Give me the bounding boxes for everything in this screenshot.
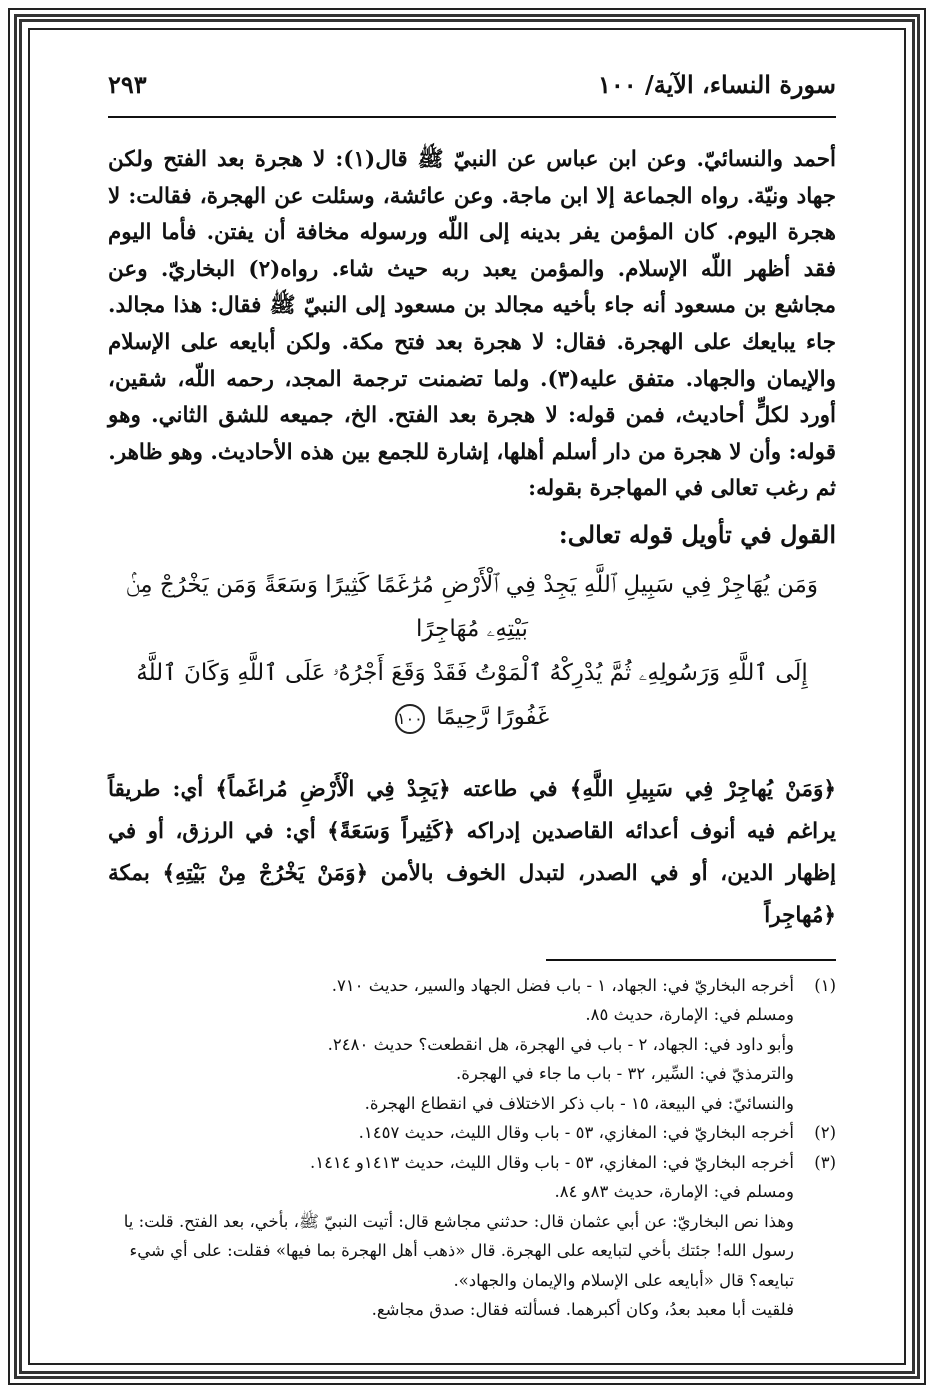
footnote-line: وهذا نص البخاريّ: عن أبي عثمان قال: حدثني مجاشع قال: أتيت النبيّ ﷺ، بأخي، بعد الفتح. قلت: يا رسول الله! جئتك بأخي لتبايعه على الهجرة. قال «ذهب أهل الهجرة بما فيها» فقلت: على أي شيء تبايعه؟ قال «أبايعه على الإسلام والإيمان والجهاد». xyxy=(123,1211,794,1290)
verse-line: وَمَن يُهَاجِرْ فِي سَبِيلِ ٱللَّهِ يَجِدْ فِي ٱلْأَرْضِ مُرَٰغَمًا كَثِيرًا وَسَعَةً وَمَن يَخْرُجْ مِنۢ بَيْتِهِۦ مُهَاجِرًا xyxy=(126,571,818,642)
footnote-number: (٢) xyxy=(814,1123,836,1143)
footnote-line: ومسلم في: الإمارة، حديث ٨٥. xyxy=(585,1005,794,1025)
verse-line-2 xyxy=(126,651,818,739)
footnote xyxy=(108,1118,836,1148)
commentary-text: بمكة xyxy=(108,860,163,886)
section-heading: القول في تأويل قوله تعالى: xyxy=(558,519,836,549)
footnotes xyxy=(108,971,836,1325)
page-number: ٢٩٣ xyxy=(108,70,147,99)
quoted-verse: ﴿مُهاجِراً xyxy=(764,902,836,928)
footnote-line: أخرجه البخاريّ في: الجهاد، ١ - باب فضل الجهاد والسير، حديث ٧١٠. xyxy=(331,975,794,995)
body-paragraph: ثم رغب تعالى في المهاجرة بقوله: xyxy=(528,476,836,502)
footnote-number: (١) xyxy=(814,975,836,995)
footnote xyxy=(108,1148,836,1325)
header-title: سورة النساء، الآية/ ١٠٠ xyxy=(597,70,836,99)
footnote-line: والترمذيّ في: السِّير، ٣٢ - باب ما جاء في الهجرة. xyxy=(455,1064,794,1084)
footnote-number: (٣) xyxy=(814,1152,836,1172)
footnote-line: وأبو داود في: الجهاد، ٢ - باب في الهجرة، هل انقطعت؟ حديث ٢٤٨٠. xyxy=(327,1034,794,1054)
footnote-line: والنسائيّ: في البيعة، ١٥ - باب ذكر الاختلاف في انقطاع الهجرة. xyxy=(364,1093,794,1113)
running-header xyxy=(108,64,836,118)
footnote-line: أخرجه البخاريّ في: المغازي، ٥٣ - باب وقال الليث، حديث ١٤١٣و ١٤١٤. xyxy=(309,1152,794,1172)
book-page xyxy=(108,64,836,1325)
footnote-line: فلقيت أبا معبد بعدُ، وكان أكبرهما. فسألته فقال: صدق مجاشع. xyxy=(371,1300,794,1320)
quoted-verse: ﴿وَمَنْ يُهاجِرْ فِي سَبِيلِ اللَّهِ﴾ xyxy=(569,776,837,802)
footnote-line: ومسلم في: الإمارة، حديث ٨٣و ٨٤. xyxy=(554,1182,794,1202)
footnote xyxy=(108,971,836,1119)
body-paragraph: أحمد والنسائيّ. وعن ابن عباس عن النبيّ ﷺ قال(١): لا هجرة بعد الفتح ولكن جهاد ونيّة. رواه الجماعة إلا ابن ماجة. وعن عائشة، وسئلت عن الهجرة، فقالت: لا هجرة اليوم. كان المؤمن يفر بدينه إلى اللّه ورسوله مخافة أن يفتن. فأما اليوم فقد أظهر اللّه الإسلام. والمؤمن يعبد ربه حيث شاء. رواه(٢) البخاريّ. وعن مجاشع بن مسعود أنه جاء بأخيه مجالد بن مسعود إلى النبيّ ﷺ فقال: هذا مجالد. جاء يبايعك على الهجرة. فقال: لا هجرة بعد فتح مكة. ولكن أبايعه على الإسلام والإيمان والجهاد. متفق عليه(٣). ولما تضمنت ترجمة المجد، رحمه اللّه، شقين، أورد لكلٍّ أحاديث، فمن قوله: لا هجرة بعد الفتح. الخ، جميعه للشق الثاني. وهو قوله: وأن لا هجرة من دار أسلم أهلها، إشارة للجمع بين هذه الأحاديث. وهو ظاهر. xyxy=(108,147,837,465)
ayah-number-marker: ١٠٠ xyxy=(395,704,425,734)
quoted-verse: ﴿كَثِيراً وَسَعَةً﴾ xyxy=(327,818,456,844)
commentary-text: أي: في الرزق، أو في إظهار الدين، أو في الصدر، لتبدل الخوف بالأمن xyxy=(108,818,837,886)
footnote-divider xyxy=(546,959,836,961)
quoted-verse: ﴿يَجِدْ فِي الْأَرْضِ مُراغَماً﴾ xyxy=(215,776,451,802)
footnote-line: أخرجه البخاريّ في: المغازي، ٥٣ - باب وقال الليث، حديث ١٤٥٧. xyxy=(358,1123,794,1143)
verse-line-text: إِلَى ٱللَّهِ وَرَسُولِهِۦ ثُمَّ يُدْرِكْهُ ٱلْمَوْتُ فَقَدْ وَقَعَ أَجْرُهُۥ عَلَى ٱللَّهِ وَكَانَ ٱللَّهُ غَفُورًا رَّحِيمًا xyxy=(136,659,808,730)
quoted-verse: ﴿وَمَنْ يَخْرُجْ مِنْ بَيْتِهِ﴾ xyxy=(162,860,369,886)
main-text xyxy=(108,142,836,508)
commentary-paragraph xyxy=(108,769,836,937)
commentary-text: في طاعته xyxy=(450,776,570,802)
commentary-text: أي: طريقاً يراغم فيه أنوف أعدائه القاصدين إدراكه xyxy=(108,776,836,844)
quran-verse xyxy=(126,563,818,739)
